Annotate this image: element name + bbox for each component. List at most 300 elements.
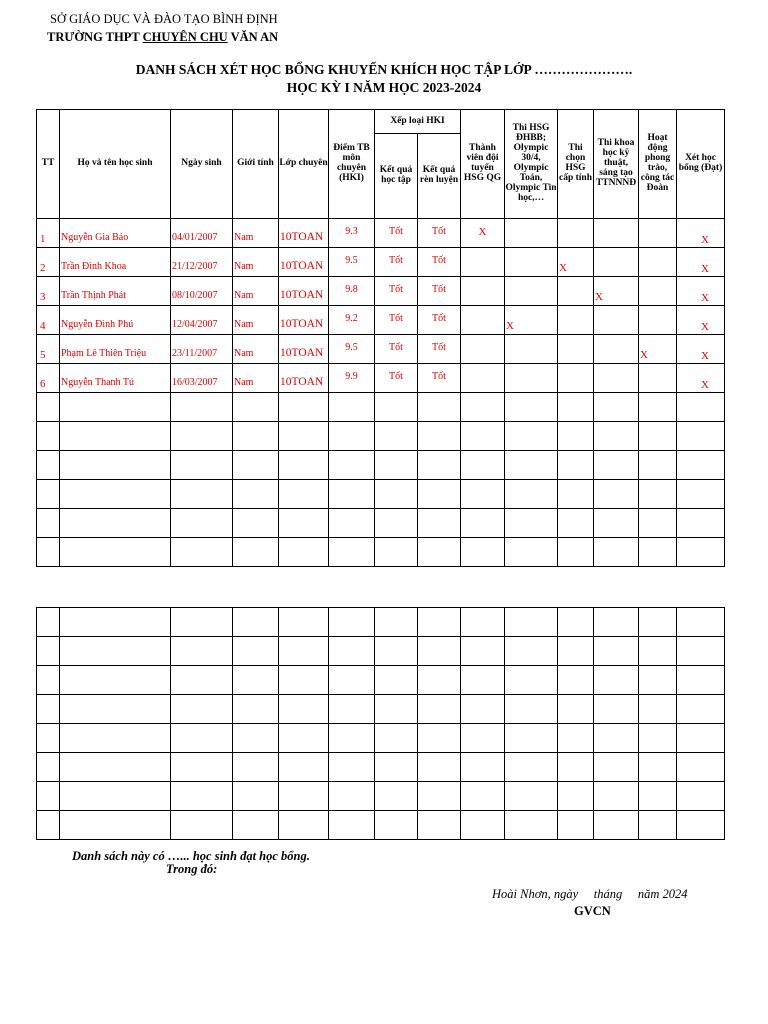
- empty-cell: [329, 422, 375, 451]
- col-provincial: Thi chọn HSG cấp tỉnh: [558, 110, 594, 219]
- cell-score: [329, 335, 375, 364]
- empty-row: [37, 811, 725, 840]
- empty-row: [37, 422, 725, 451]
- empty-cell: [505, 782, 558, 811]
- empty-cell: [37, 393, 60, 422]
- score: 9.2: [345, 313, 358, 324]
- empty-cell: [558, 509, 594, 538]
- table-row: [37, 335, 725, 364]
- empty-cell: [279, 724, 329, 753]
- empty-cell: [329, 753, 375, 782]
- cell-study: [375, 248, 418, 277]
- empty-cell: [279, 666, 329, 695]
- table-row: [37, 248, 725, 277]
- col-team: Thành viên đội tuyển HSG QG: [461, 110, 505, 219]
- empty-cell: [639, 480, 677, 509]
- empty-cell: [375, 509, 418, 538]
- class-name: 10TOAN: [280, 376, 324, 388]
- cell-provincial: [558, 364, 594, 393]
- student-name: Trần Thịnh Phát: [61, 290, 127, 301]
- cell-dob: [171, 219, 233, 248]
- empty-cell: [418, 509, 461, 538]
- document-subtitle: HỌC KỲ I NĂM HỌC 2023-2024: [286, 80, 482, 95]
- cell-olympic: [505, 306, 558, 335]
- cell-dob: [171, 335, 233, 364]
- empty-cell: [594, 753, 639, 782]
- empty-cell: [558, 393, 594, 422]
- date-of-birth: 04/01/2007: [172, 232, 218, 243]
- col-score: Điểm TB môn chuyên (HKI): [329, 110, 375, 219]
- empty-cell: [37, 811, 60, 840]
- cell-class: [279, 277, 329, 306]
- blank-table-body: [37, 608, 725, 840]
- summary-detail: Trong đó:: [166, 862, 218, 876]
- empty-cell: [505, 666, 558, 695]
- empty-cell: [677, 724, 725, 753]
- conduct-result: Tốt: [432, 255, 446, 266]
- empty-cell: [60, 666, 171, 695]
- cell-provincial: [558, 335, 594, 364]
- empty-cell: [558, 608, 594, 637]
- cell-tt: [37, 248, 60, 277]
- science-mark: X: [595, 291, 603, 303]
- empty-cell: [461, 509, 505, 538]
- empty-cell: [418, 480, 461, 509]
- olympic-mark: X: [506, 320, 514, 332]
- empty-cell: [505, 637, 558, 666]
- empty-cell: [329, 811, 375, 840]
- empty-cell: [677, 666, 725, 695]
- cell-activity: [639, 248, 677, 277]
- empty-cell: [37, 451, 60, 480]
- empty-cell: [558, 637, 594, 666]
- empty-row: [37, 753, 725, 782]
- cell-name: [60, 306, 171, 335]
- empty-cell: [171, 538, 233, 567]
- empty-cell: [505, 724, 558, 753]
- cell-dob: [171, 248, 233, 277]
- empty-cell: [329, 608, 375, 637]
- empty-cell: [558, 422, 594, 451]
- gender: Nam: [234, 290, 254, 301]
- cell-name: [60, 248, 171, 277]
- empty-cell: [505, 538, 558, 567]
- cell-study: [375, 364, 418, 393]
- empty-cell: [418, 666, 461, 695]
- empty-cell: [329, 637, 375, 666]
- cell-class: [279, 335, 329, 364]
- empty-row: [37, 393, 725, 422]
- activity-mark: X: [640, 349, 648, 361]
- col-dob: Ngày sinh: [171, 110, 233, 219]
- empty-cell: [677, 608, 725, 637]
- empty-cell: [233, 811, 279, 840]
- empty-cell: [418, 753, 461, 782]
- empty-cell: [233, 637, 279, 666]
- cell-tt: [37, 335, 60, 364]
- school-name-prefix: TRƯỜNG THPT: [47, 30, 143, 44]
- cell-olympic: [505, 364, 558, 393]
- empty-cell: [171, 811, 233, 840]
- empty-cell: [279, 811, 329, 840]
- class-name: 10TOAN: [280, 347, 324, 359]
- cell-scholarship: [677, 364, 725, 393]
- empty-cell: [171, 451, 233, 480]
- empty-cell: [461, 782, 505, 811]
- empty-cell: [558, 753, 594, 782]
- empty-cell: [461, 422, 505, 451]
- col-rank-group: Xếp loại HKI: [375, 110, 461, 134]
- empty-cell: [375, 637, 418, 666]
- class-name: 10TOAN: [280, 231, 324, 243]
- empty-cell: [375, 422, 418, 451]
- cell-dob: [171, 306, 233, 335]
- study-result: Tốt: [389, 226, 403, 237]
- cell-team: [461, 306, 505, 335]
- cell-study: [375, 277, 418, 306]
- cell-provincial: [558, 248, 594, 277]
- summary-note: Danh sách này có …... học sinh đạt học bổng.: [72, 849, 310, 863]
- empty-cell: [171, 724, 233, 753]
- empty-cell: [677, 695, 725, 724]
- score: 9.5: [345, 255, 358, 266]
- empty-cell: [233, 509, 279, 538]
- scholarship-mark: X: [701, 234, 709, 246]
- empty-cell: [233, 422, 279, 451]
- empty-cell: [37, 753, 60, 782]
- scholarship-table: [36, 109, 725, 567]
- empty-cell: [461, 451, 505, 480]
- cell-activity: [639, 306, 677, 335]
- empty-row: [37, 538, 725, 567]
- cell-activity: [639, 335, 677, 364]
- empty-cell: [461, 666, 505, 695]
- empty-cell: [594, 637, 639, 666]
- row-number: 4: [40, 320, 46, 332]
- cell-gender: [233, 248, 279, 277]
- empty-cell: [60, 782, 171, 811]
- study-result: Tốt: [389, 284, 403, 295]
- student-name: Trần Đình Khoa: [61, 261, 127, 272]
- empty-cell: [639, 666, 677, 695]
- empty-cell: [558, 695, 594, 724]
- cell-scholarship: [677, 277, 725, 306]
- cell-class: [279, 219, 329, 248]
- cell-score: [329, 364, 375, 393]
- col-gender: Giới tính: [233, 110, 279, 219]
- empty-cell: [329, 393, 375, 422]
- table-body: [37, 219, 725, 567]
- empty-cell: [233, 782, 279, 811]
- cell-scholarship: [677, 306, 725, 335]
- empty-cell: [418, 782, 461, 811]
- empty-cell: [639, 422, 677, 451]
- department-name: SỞ GIÁO DỤC VÀ ĐÀO TẠO BÌNH ĐỊNH: [50, 12, 278, 26]
- gender: Nam: [234, 319, 254, 330]
- empty-cell: [639, 393, 677, 422]
- empty-cell: [375, 538, 418, 567]
- col-name: Họ và tên học sinh: [60, 110, 171, 219]
- study-result: Tốt: [389, 371, 403, 382]
- empty-cell: [279, 782, 329, 811]
- empty-cell: [171, 422, 233, 451]
- study-result: Tốt: [389, 255, 403, 266]
- empty-cell: [37, 666, 60, 695]
- cell-activity: [639, 364, 677, 393]
- empty-cell: [461, 811, 505, 840]
- empty-cell: [233, 724, 279, 753]
- class-name: 10TOAN: [280, 260, 324, 272]
- empty-cell: [60, 608, 171, 637]
- empty-cell: [279, 480, 329, 509]
- scholarship-mark: X: [701, 350, 709, 362]
- empty-cell: [418, 538, 461, 567]
- empty-cell: [505, 509, 558, 538]
- study-result: Tốt: [389, 313, 403, 324]
- cell-gender: [233, 335, 279, 364]
- empty-cell: [37, 637, 60, 666]
- cell-study: [375, 335, 418, 364]
- empty-cell: [171, 753, 233, 782]
- cell-team: [461, 364, 505, 393]
- row-number: 3: [40, 291, 46, 303]
- empty-row: [37, 637, 725, 666]
- class-name: 10TOAN: [280, 318, 324, 330]
- empty-cell: [375, 393, 418, 422]
- empty-cell: [558, 538, 594, 567]
- empty-cell: [594, 724, 639, 753]
- empty-cell: [505, 451, 558, 480]
- empty-cell: [461, 695, 505, 724]
- cell-science: [594, 277, 639, 306]
- empty-cell: [418, 608, 461, 637]
- col-class: Lớp chuyên: [279, 110, 329, 219]
- cell-scholarship: [677, 219, 725, 248]
- empty-cell: [594, 608, 639, 637]
- empty-cell: [375, 608, 418, 637]
- row-number: 5: [40, 349, 46, 361]
- empty-row: [37, 480, 725, 509]
- cell-team: [461, 248, 505, 277]
- empty-cell: [558, 724, 594, 753]
- cell-score: [329, 248, 375, 277]
- empty-cell: [279, 753, 329, 782]
- cell-provincial: [558, 219, 594, 248]
- empty-cell: [594, 451, 639, 480]
- col-scholarship: Xét học bổng (Đạt): [677, 110, 725, 219]
- cell-class: [279, 306, 329, 335]
- cell-activity: [639, 277, 677, 306]
- cell-team: [461, 277, 505, 306]
- empty-cell: [375, 451, 418, 480]
- row-number: 2: [40, 262, 46, 274]
- cell-conduct: [418, 306, 461, 335]
- empty-cell: [558, 480, 594, 509]
- col-activity: Hoạt động phong trào, công tác Đoàn: [639, 110, 677, 219]
- table-row: [37, 219, 725, 248]
- gender: Nam: [234, 348, 254, 359]
- cell-name: [60, 277, 171, 306]
- empty-cell: [37, 695, 60, 724]
- cell-scholarship: [677, 248, 725, 277]
- empty-cell: [37, 538, 60, 567]
- empty-cell: [677, 393, 725, 422]
- empty-cell: [329, 666, 375, 695]
- empty-cell: [558, 451, 594, 480]
- cell-study: [375, 306, 418, 335]
- student-name: Nguyễn Thanh Tú: [61, 377, 134, 388]
- empty-row: [37, 724, 725, 753]
- empty-cell: [171, 695, 233, 724]
- study-result: Tốt: [389, 342, 403, 353]
- empty-cell: [60, 637, 171, 666]
- empty-cell: [639, 724, 677, 753]
- empty-cell: [279, 451, 329, 480]
- cell-olympic: [505, 335, 558, 364]
- empty-cell: [677, 782, 725, 811]
- team-mark: X: [478, 226, 487, 238]
- school-name: [47, 30, 278, 45]
- empty-cell: [639, 608, 677, 637]
- empty-cell: [233, 695, 279, 724]
- cell-conduct: [418, 335, 461, 364]
- empty-cell: [375, 782, 418, 811]
- cell-tt: [37, 306, 60, 335]
- empty-cell: [461, 608, 505, 637]
- score: 9.3: [345, 226, 358, 237]
- empty-cell: [37, 782, 60, 811]
- scholarship-mark: X: [701, 263, 709, 275]
- empty-cell: [171, 782, 233, 811]
- cell-score: [329, 219, 375, 248]
- cell-activity: [639, 219, 677, 248]
- cell-team: [461, 219, 505, 248]
- empty-cell: [505, 811, 558, 840]
- empty-cell: [639, 782, 677, 811]
- document-title: DANH SÁCH XÉT HỌC BỔNG KHUYẾN KHÍCH HỌC TẬP LỚP ………………….: [135, 62, 633, 77]
- col-conduct: Kết quả rèn luyện: [418, 134, 461, 219]
- empty-row: [37, 608, 725, 637]
- cell-name: [60, 364, 171, 393]
- empty-cell: [461, 538, 505, 567]
- empty-cell: [418, 695, 461, 724]
- score: 9.5: [345, 342, 358, 353]
- empty-cell: [639, 637, 677, 666]
- gender: Nam: [234, 232, 254, 243]
- empty-cell: [639, 753, 677, 782]
- school-name-underlined: CHUYÊN CHU: [142, 30, 228, 44]
- cell-tt: [37, 277, 60, 306]
- empty-cell: [461, 753, 505, 782]
- cell-team: [461, 335, 505, 364]
- class-name: 10TOAN: [280, 289, 324, 301]
- empty-row: [37, 451, 725, 480]
- empty-cell: [279, 637, 329, 666]
- empty-cell: [60, 480, 171, 509]
- cell-conduct: [418, 248, 461, 277]
- empty-row: [37, 782, 725, 811]
- cell-dob: [171, 364, 233, 393]
- empty-cell: [329, 509, 375, 538]
- empty-cell: [60, 422, 171, 451]
- empty-cell: [594, 509, 639, 538]
- student-name: Nguyễn Gia Bảo: [61, 232, 129, 243]
- date-of-birth: 16/03/2007: [172, 377, 218, 388]
- empty-cell: [461, 480, 505, 509]
- empty-cell: [461, 724, 505, 753]
- cell-gender: [233, 277, 279, 306]
- cell-conduct: [418, 364, 461, 393]
- empty-cell: [233, 480, 279, 509]
- date-of-birth: 12/04/2007: [172, 319, 218, 330]
- empty-cell: [279, 538, 329, 567]
- empty-cell: [594, 422, 639, 451]
- empty-cell: [677, 480, 725, 509]
- row-number: 6: [40, 378, 46, 390]
- cell-score: [329, 277, 375, 306]
- scholarship-mark: X: [701, 292, 709, 304]
- empty-cell: [418, 637, 461, 666]
- date-of-birth: 21/12/2007: [172, 261, 218, 272]
- empty-cell: [558, 811, 594, 840]
- empty-cell: [60, 695, 171, 724]
- empty-cell: [375, 695, 418, 724]
- gender: Nam: [234, 261, 254, 272]
- empty-row: [37, 695, 725, 724]
- cell-score: [329, 306, 375, 335]
- empty-cell: [60, 509, 171, 538]
- empty-cell: [60, 811, 171, 840]
- empty-cell: [37, 422, 60, 451]
- empty-cell: [279, 509, 329, 538]
- empty-cell: [233, 451, 279, 480]
- place-date: Hoài Nhơn, ngày tháng năm 2024: [492, 887, 688, 901]
- signer-title: GVCN: [574, 904, 611, 918]
- cell-conduct: [418, 277, 461, 306]
- empty-cell: [677, 509, 725, 538]
- empty-cell: [171, 509, 233, 538]
- empty-cell: [594, 695, 639, 724]
- cell-tt: [37, 219, 60, 248]
- empty-cell: [418, 451, 461, 480]
- empty-cell: [329, 480, 375, 509]
- empty-cell: [594, 782, 639, 811]
- cell-olympic: [505, 219, 558, 248]
- empty-cell: [329, 538, 375, 567]
- empty-cell: [418, 393, 461, 422]
- score: 9.8: [345, 284, 358, 295]
- col-tt: TT: [37, 110, 60, 219]
- cell-science: [594, 306, 639, 335]
- conduct-result: Tốt: [432, 284, 446, 295]
- empty-cell: [505, 422, 558, 451]
- row-number: 1: [40, 233, 46, 245]
- cell-provincial: [558, 277, 594, 306]
- empty-cell: [677, 422, 725, 451]
- empty-cell: [233, 666, 279, 695]
- empty-cell: [639, 451, 677, 480]
- empty-cell: [171, 637, 233, 666]
- col-olympic: Thi HSG ĐHBB; Olympic 30/4, Olympic Toán, Olympic Tin học,…: [505, 110, 558, 219]
- conduct-result: Tốt: [432, 371, 446, 382]
- cell-olympic: [505, 248, 558, 277]
- empty-row: [37, 666, 725, 695]
- empty-cell: [677, 451, 725, 480]
- empty-cell: [461, 637, 505, 666]
- empty-cell: [171, 608, 233, 637]
- empty-cell: [375, 811, 418, 840]
- empty-cell: [279, 393, 329, 422]
